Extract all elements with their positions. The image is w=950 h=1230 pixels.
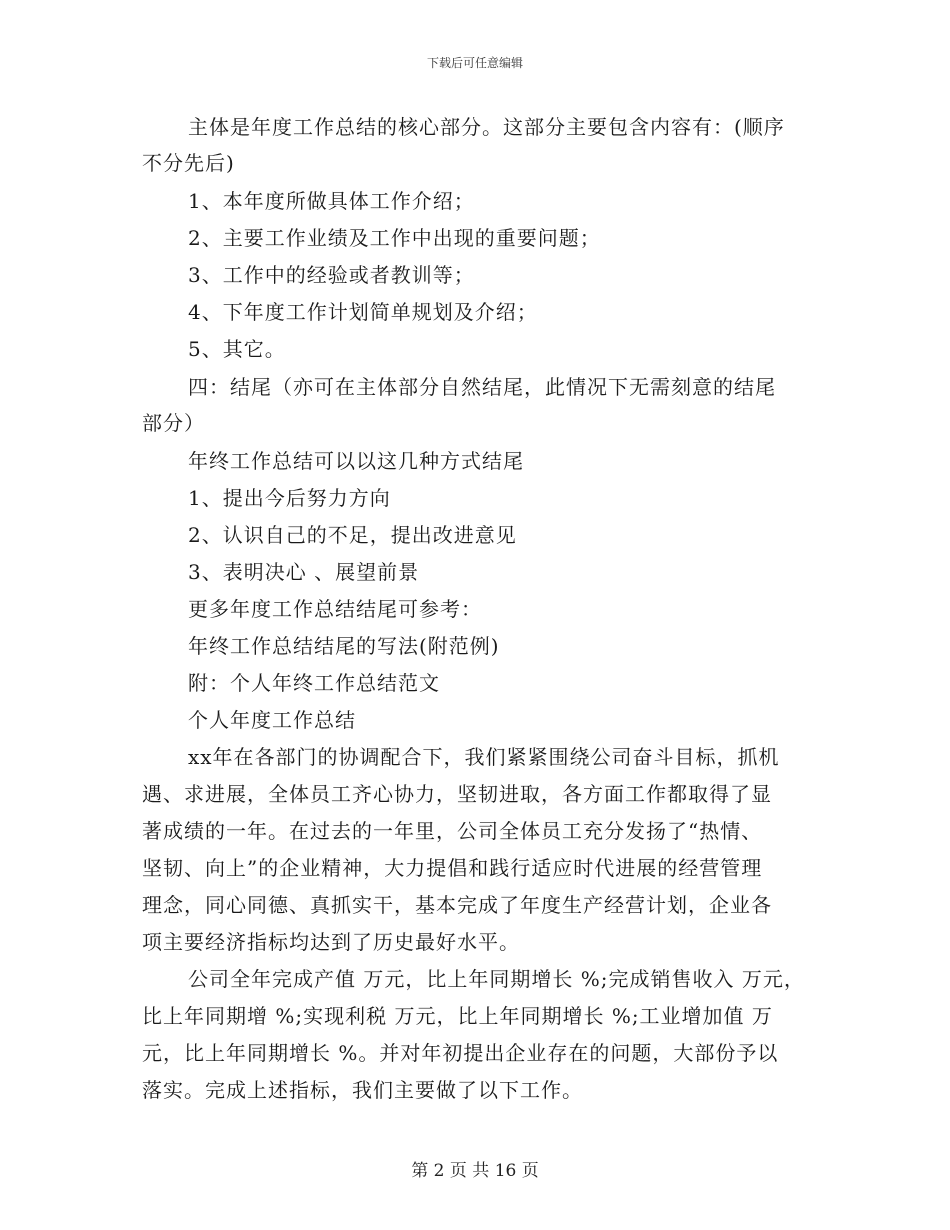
list-item: 5、其它。 xyxy=(188,337,286,361)
list-item: 4、下年度工作计划简单规划及介绍； xyxy=(188,300,538,324)
list-item: 3、工作中的经验或者教训等； xyxy=(188,263,475,287)
paragraph-line: 著成绩的一年。在过去的一年里，公司全体员工充分发扬了“热情、 xyxy=(142,819,763,843)
paragraph-line: 附：个人年终工作总结范文 xyxy=(188,671,440,695)
paragraph-line: 不分先后) xyxy=(142,151,235,175)
paragraph-line: 遇、求进展，全体员工齐心协力，坚韧进取，各方面工作都取得了显 xyxy=(142,782,772,806)
paragraph-line: 项主要经济指标均达到了历史最好水平。 xyxy=(142,930,520,954)
list-item: 2、主要工作业绩及工作中出现的重要问题； xyxy=(188,226,601,250)
list-item: 2、认识自己的不足，提出改进意见 xyxy=(188,523,517,547)
paragraph-line: 元，比上年同期增长 %。并对年初提出企业存在的问题，大部份予以 xyxy=(142,1041,779,1065)
paragraph-line: 理念，同心同德、真抓实干，基本完成了年度生产经营计划，企业各 xyxy=(142,893,772,917)
paragraph-line: 落实。完成上述指标，我们主要做了以下工作。 xyxy=(142,1078,583,1102)
list-item: 1、本年度所做具体工作介绍； xyxy=(188,189,475,213)
paragraph-line: 更多年度工作总结结尾可参考： xyxy=(188,597,482,621)
page-number-footer: 第 2 页 共 16 页 xyxy=(411,1161,539,1181)
paragraph-line: 年终工作总结可以以这几种方式结尾 xyxy=(188,449,524,473)
list-item: 3、表明决心 、展望前景 xyxy=(188,560,420,584)
page-header-note: 下载后可任意编辑 xyxy=(426,56,523,70)
paragraph-line: xx年在各部门的协调配合下，我们紧紧围绕公司奋斗目标，抓机 xyxy=(188,745,780,769)
paragraph-line: 年终工作总结结尾的写法(附范例) xyxy=(188,634,500,658)
section-heading-line: 部分） xyxy=(142,411,205,435)
paragraph-line: 主体是年度工作总结的核心部分。这部分主要包含内容有：(顺序 xyxy=(188,115,785,139)
paragraph-line: 公司全年完成产值 万元，比上年同期增长 %;完成销售收入 万元， xyxy=(188,967,805,991)
list-item: 1、提出今后努力方向 xyxy=(188,486,391,510)
section-heading-line: 四：结尾（亦可在主体部分自然结尾，此情况下无需刻意的结尾 xyxy=(188,375,776,399)
paragraph-line: 坚韧、向上”的企业精神，大力提倡和践行适应时代进展的经营管理 xyxy=(142,856,763,880)
subtitle-line: 个人年度工作总结 xyxy=(188,708,356,732)
paragraph-line: 比上年同期增 %;实现利税 万元，比上年同期增长 %;工业增加值 万 xyxy=(142,1004,773,1028)
